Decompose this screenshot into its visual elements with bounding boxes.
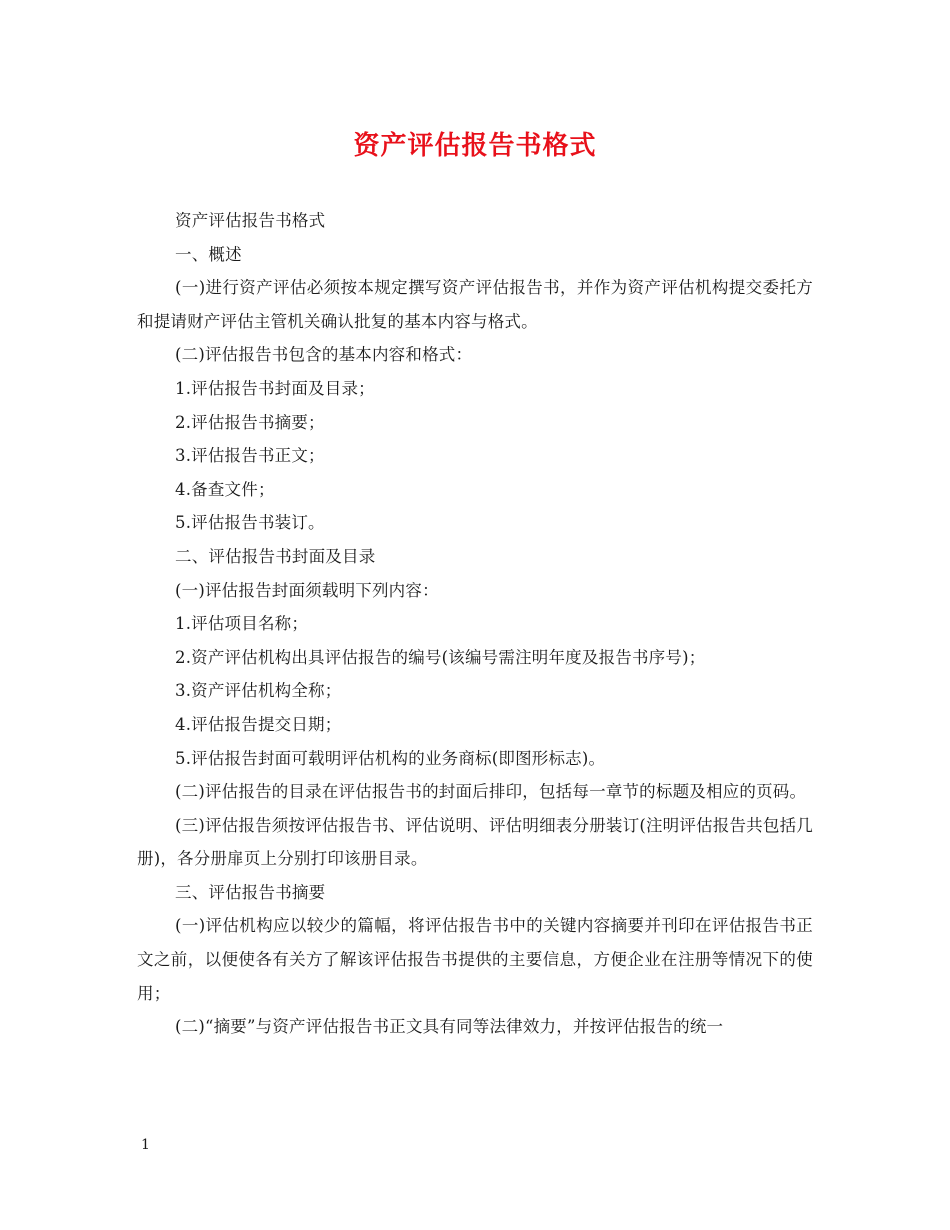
paragraph: (一)进行资产评估必须按本规定撰写资产评估报告书，并作为资产评估机构提交委托方和提请财产评估主管机关确认批复的基本内容与格式。 [137,278,813,331]
list-item: 5.评估报告封面可载明评估机构的业务商标(即图形标志)。 [175,748,606,768]
paragraph: 资产评估报告书格式 [175,211,326,230]
list-item: 1.评估项目名称； [175,614,309,634]
list-item: 5.评估报告书装订。 [175,513,325,533]
page-number: 1 [141,1137,150,1153]
list-item: 1.评估报告书封面及目录； [175,378,375,398]
document-title: 资产评估报告书格式 [353,131,597,161]
list-item: 3.资产评估机构全称； [175,681,342,701]
paragraph: (二)评估报告的目录在评估报告书的封面后排印，包括每一章节的标题及相应的页码。 [175,782,807,802]
section-heading: 二、评估报告书封面及目录 [175,546,376,566]
paragraph: (二)“摘要”与资产评估报告书正文具有同等法律效力，并按评估报告的统一 [175,1017,724,1037]
list-item: 4.评估报告提交日期； [175,714,342,734]
list-item: 2.评估报告书摘要； [175,412,325,432]
list-item: 4.备查文件； [175,479,275,499]
paragraph: (二)评估报告书包含的基本内容和格式： [175,345,473,365]
document-body [137,204,813,1044]
paragraph: (一)评估报告封面须载明下列内容： [175,580,439,600]
paragraph: (一)评估机构应以较少的篇幅，将评估报告书中的关键内容摘要并刊印在评估报告书正文之前，以便使各有关方了解该评估报告书提供的主要信息，方便企业在注册等情况下的使用； [137,916,813,1003]
list-item: 3.评估报告书正文； [175,446,325,466]
section-heading: 一、概述 [175,244,242,264]
paragraph: (三)评估报告须按评估报告书、评估说明、评估明细表分册装订(注明评估报告共包括几册)，各分册扉页上分别打印该册目录。 [137,815,813,869]
list-item: 2.资产评估机构出具评估报告的编号(该编号需注明年度及报告书序号)； [175,647,706,667]
section-heading: 三、评估报告书摘要 [175,882,326,902]
